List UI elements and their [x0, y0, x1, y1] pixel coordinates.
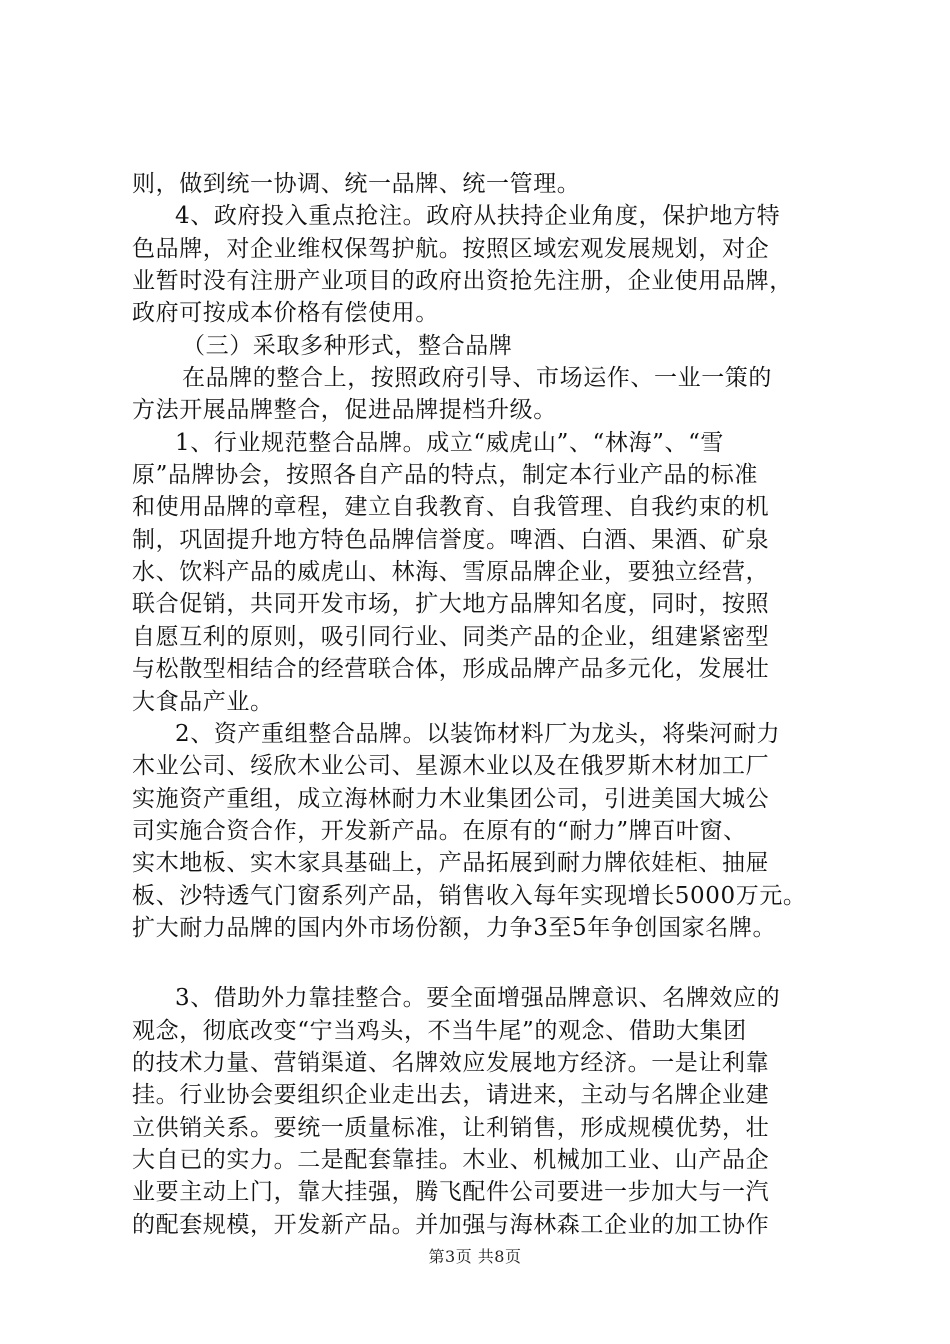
text-line: 挂。行业协会要组织企业走出去，请进来，主动与名牌企业建 — [132, 1082, 770, 1109]
page-number-footer: 第3页 共8页 — [428, 1247, 522, 1266]
text-line: 与松散型相结合的经营联合体，形成品牌产品多元化，发展壮 — [132, 656, 770, 683]
text-line: 板、沙特透气门窗系列产品，销售收入每年实现增长5000万元。 — [132, 882, 807, 909]
text-line: 色品牌，对企业维权保驾护航。按照区域宏观发展规划，对企 — [132, 235, 770, 262]
section-heading: （三）采取多种形式，整合品牌 — [182, 332, 513, 359]
text-line: 1、行业规范整合品牌。成立“威虎山”、“林海”、“雪 — [175, 429, 725, 456]
text-line: 制，巩固提升地方特色品牌信誉度。啤酒、白酒、果酒、矿泉 — [132, 526, 770, 553]
text-line: 原”品牌协会，按照各自产品的特点，制定本行业产品的标准 — [132, 462, 758, 489]
text-line: 立供销关系。要统一质量标准，让利销售，形成规模优势，壮 — [132, 1114, 770, 1141]
text-line: 2、资产重组整合品牌。以装饰材料厂为龙头，将柴河耐力 — [175, 720, 781, 747]
text-line: 扩大耐力品牌的国内外市场份额，力争3至5年争创国家名牌。 — [132, 914, 777, 941]
text-line: 木业公司、绥欣木业公司、星源木业以及在俄罗斯木材加工厂 — [132, 753, 770, 780]
text-line: 政府可按成本价格有偿使用。 — [132, 300, 439, 327]
text-line: 的配套规模，开发新产品。并加强与海林森工企业的加工协作 — [132, 1211, 770, 1238]
text-line: 业暂时没有注册产业项目的政府出资抢先注册，企业使用品牌， — [132, 268, 793, 295]
text-line: 实木地板、实木家具基础上，产品拓展到耐力牌依娃柜、抽屉 — [132, 850, 770, 877]
text-line: 在品牌的整合上，按照政府引导、市场运作、一业一策的 — [182, 365, 772, 392]
text-line: 4、政府投入重点抢注。政府从扶持企业角度，保护地方特 — [175, 203, 781, 230]
text-line: 大自已的实力。二是配套靠挂。木业、机械加工业、山产品企 — [132, 1146, 770, 1173]
text-line: 3、借助外力靠挂整合。要全面增强品牌意识、名牌效应的 — [175, 985, 781, 1012]
document-body — [132, 168, 832, 1241]
text-line: 则，做到统一协调、统一品牌、统一管理。 — [132, 171, 581, 197]
text-line: 实施资产重组，成立海林耐力木业集团公司，引进美国大城公 — [132, 785, 770, 812]
text-line: 司实施合资合作，开发新产品。在原有的“耐力”牌百叶窗、 — [132, 817, 747, 844]
text-line: 联合促销，共同开发市场，扩大地方品牌知名度，同时，按照 — [132, 591, 770, 618]
text-line: 自愿互利的原则，吸引同行业、同类产品的企业，组建紧密型 — [132, 623, 770, 650]
paragraph-gap — [132, 944, 832, 982]
text-line: 业要主动上门，靠大挂强，腾飞配件公司要进一步加大与一汽 — [132, 1179, 770, 1206]
text-line: 方法开展品牌整合，促进品牌提档升级。 — [132, 397, 557, 424]
text-line: 观念，彻底改变“宁当鸡头，不当牛尾”的观念、借助大集团 — [132, 1017, 747, 1044]
text-line: 的技术力量、营销渠道、名牌效应发展地方经济。一是让利靠 — [132, 1049, 770, 1076]
text-line: 水、饮料产品的威虎山、林海、雪原品牌企业，要独立经营， — [132, 559, 770, 586]
text-line: 大食品产业。 — [132, 688, 274, 715]
text-line: 和使用品牌的章程，建立自我教育、自我管理、自我约束的机 — [132, 494, 770, 521]
